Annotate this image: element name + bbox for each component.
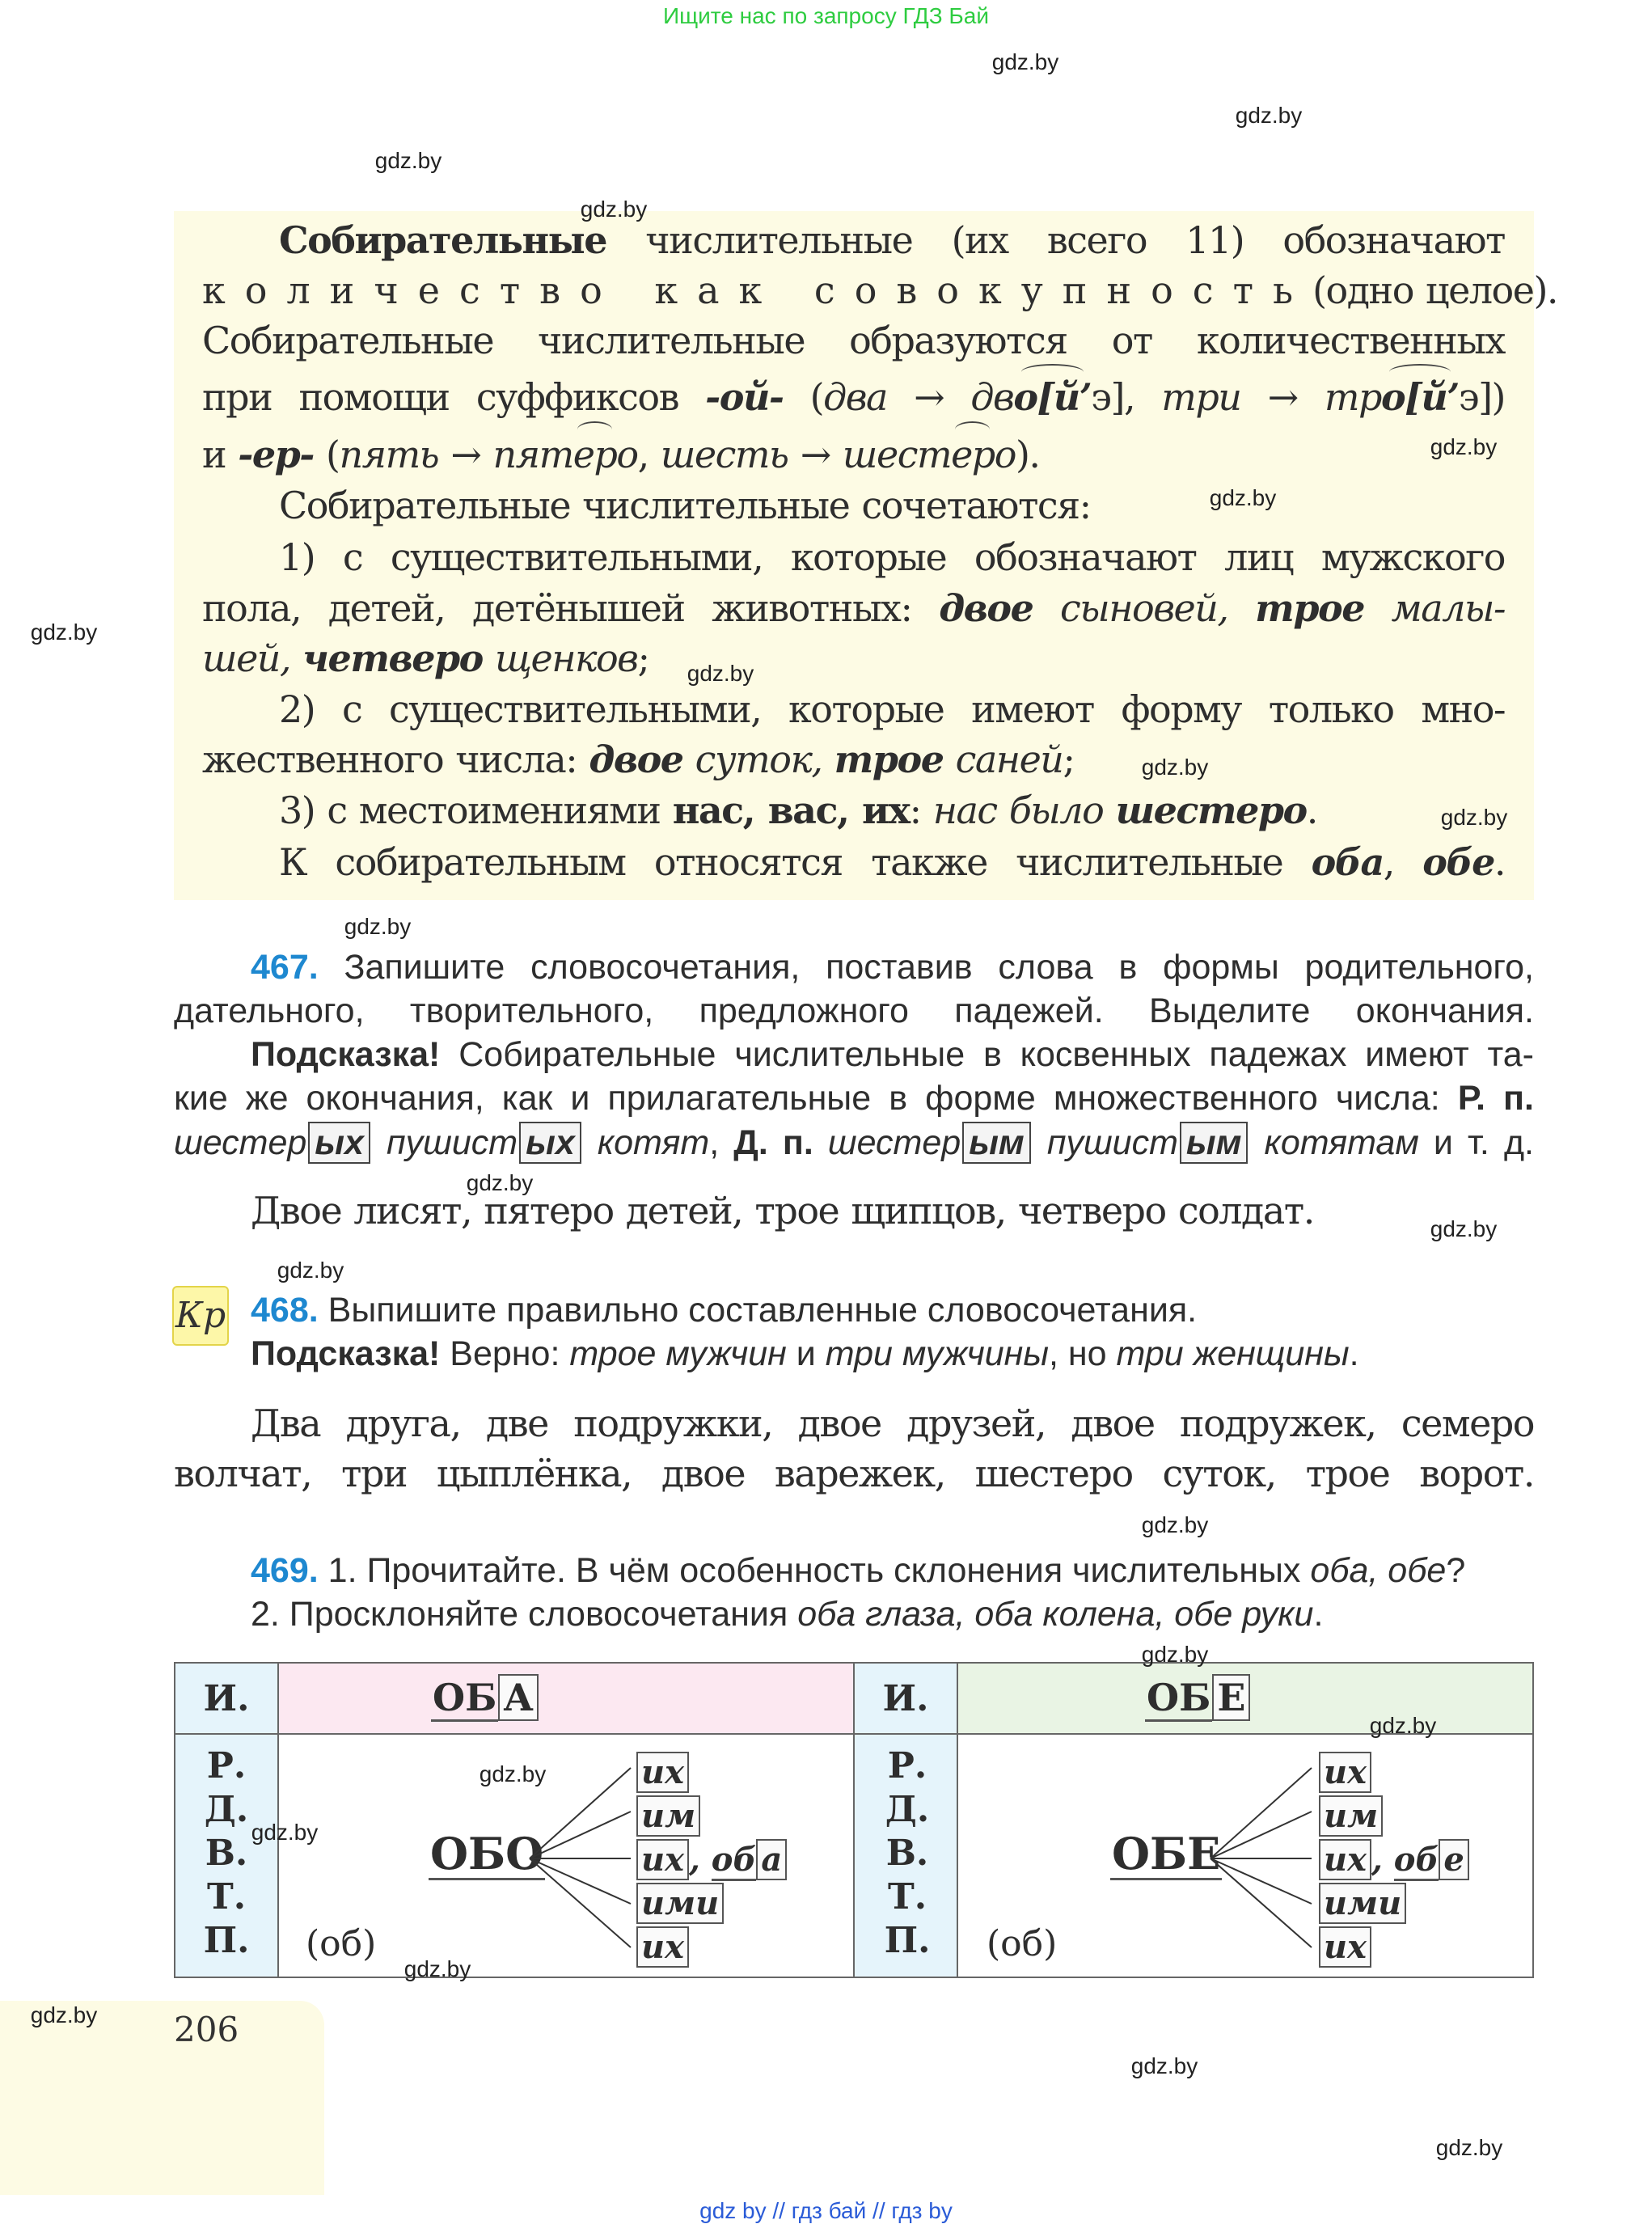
watermark: gdz.by — [479, 1761, 547, 1786]
text-segment: пушист — [1046, 1123, 1178, 1162]
text-segment: Подсказка! — [251, 1035, 441, 1074]
text-segment: трое — [1255, 586, 1364, 630]
text-segment: . — [1349, 1334, 1359, 1373]
text-segment: , — [1383, 840, 1423, 884]
text-segment: Собирательные числительные сочетаются: — [279, 484, 1091, 527]
text-segment: Выпишите правильно составленные словосочетания. — [318, 1291, 1198, 1330]
text-segment: оба, обе — [1310, 1551, 1447, 1590]
text-segment: четверо — [302, 636, 483, 680]
ending-box: их — [1319, 1752, 1371, 1793]
text-segment: ? — [1446, 1551, 1466, 1590]
text-segment: -ер- — [238, 433, 314, 476]
text-segment: , но — [1048, 1334, 1117, 1373]
alt-stem: об — [712, 1841, 757, 1881]
text-segment: шест — [842, 433, 952, 476]
search-ad-banner[interactable]: Ищите нас по запросу ГДЗ Бай — [662, 3, 990, 28]
text-segment: трое — [834, 738, 944, 781]
watermark: gdz.by — [277, 1258, 344, 1283]
text-segment: тр — [1324, 375, 1381, 419]
text-segment: , — [637, 433, 661, 476]
text-segment: ; — [1063, 738, 1075, 781]
ending-box: ым — [1180, 1122, 1249, 1164]
text-segment: и — [202, 433, 239, 476]
text-segment: , — [709, 1123, 734, 1162]
case-label: Д. — [204, 1789, 249, 1830]
text-segment: . — [1313, 1595, 1324, 1634]
text-segment: 3) с местоимениями — [279, 789, 673, 832]
text-segment: ). — [1015, 433, 1040, 476]
text-segment: малы- — [1363, 586, 1506, 630]
ending-box: их — [1319, 1839, 1371, 1880]
stem: ОБ — [1145, 1676, 1212, 1722]
case-label: В. — [885, 1833, 929, 1874]
text-segment: Подсказка! — [251, 1334, 441, 1373]
case-label: Т. — [206, 1876, 247, 1917]
text-segment: нас было — [932, 789, 1116, 832]
watermark: gdz.by — [1369, 1713, 1437, 1738]
branch-line-left — [530, 1768, 631, 1947]
case-label: Р. — [887, 1745, 927, 1786]
ending-box: их — [1319, 1926, 1371, 1968]
watermark: gdz.by — [580, 197, 648, 222]
ending: А — [498, 1674, 538, 1721]
watermark: gdz.by — [1430, 1216, 1498, 1241]
text-segment: Двое лисят, пятеро детей, трое щипцов, четверо солдат. — [251, 1189, 1314, 1233]
text-segment: волчат, три цыплёнка, двое варежек, шестеро суток, трое ворот. — [174, 1452, 1534, 1495]
text-segment: → — [438, 433, 493, 476]
text-segment: . — [1306, 789, 1317, 832]
watermark: gdz.by — [1235, 103, 1303, 128]
text-segment: шей, — [202, 636, 303, 680]
text-segment: оба глаза, оба колена, обе руки — [797, 1595, 1314, 1634]
text-segment: кие же окончания, как и прилагательные в форме множественного числа: — [174, 1079, 1458, 1118]
text-segment: три женщины — [1116, 1334, 1350, 1373]
text-segment: двое — [589, 738, 683, 781]
text-segment: двое — [939, 586, 1033, 630]
ending-box: ых — [308, 1122, 370, 1164]
branch-line-right — [1210, 1768, 1312, 1947]
ending-box: а — [756, 1839, 787, 1880]
text-segment: о[й’ — [1380, 375, 1459, 419]
watermark: gdz.by — [30, 619, 98, 645]
text-segment: (одно целое). — [1312, 268, 1558, 312]
text-segment: шестеро — [1115, 789, 1307, 832]
text-segment: 2) с существительными, которые имеют форму только мно- — [279, 687, 1505, 731]
text-segment: два — [823, 375, 887, 419]
text-segment: трое мужчин — [569, 1334, 787, 1373]
text-segment: ( — [313, 433, 340, 476]
text-segment: сыновей, — [1033, 586, 1256, 630]
text-segment: → — [886, 375, 971, 419]
footer-links[interactable]: gdz by // гдз бай // гдз by — [699, 2198, 953, 2223]
text-segment: шесть — [660, 433, 788, 476]
endings-left: их им их , об а ими их — [636, 1751, 787, 1969]
text-segment: Д. п. — [733, 1123, 813, 1162]
text-segment: дательного, творительного, предложного падежей. Выделите окончания. — [174, 991, 1534, 1030]
ending-box: ими — [636, 1883, 724, 1924]
watermark: gdz.by — [687, 661, 754, 686]
ending-box: ым — [962, 1122, 1031, 1164]
ending-box: е — [1439, 1839, 1468, 1880]
watermark: gdz.by — [403, 1956, 471, 1981]
nominative-label: И. — [854, 1663, 957, 1734]
page-corner-decoration — [0, 2001, 324, 2195]
watermark: gdz.by — [374, 148, 442, 173]
text-segment: 1) с существительными, которые обозначают лиц мужского — [279, 535, 1505, 579]
text-segment: Запишите словосочетания, поставив слова в формы родительного, — [318, 948, 1534, 987]
watermark: gdz.by — [344, 914, 412, 939]
watermark: gdz.by — [1141, 1512, 1209, 1537]
text-segment: . — [1494, 840, 1505, 884]
text-segment: ; — [637, 636, 649, 680]
oblique-stem-obe: ОБЕ — [1112, 1828, 1221, 1879]
case-label: Р. — [206, 1745, 247, 1786]
prepositional-stem-right: (об) — [987, 1923, 1058, 1964]
watermark: gdz.by — [251, 1820, 319, 1845]
oblique-stem-obo: ОБО — [430, 1828, 544, 1879]
text-segment: о — [994, 433, 1016, 476]
watermark: gdz.by — [1430, 434, 1498, 459]
watermark: gdz.by — [1141, 755, 1209, 780]
ending-box: им — [1319, 1795, 1383, 1837]
text-segment: пола, детей, детёнышей животных: — [202, 586, 940, 630]
text-segment: о — [616, 433, 638, 476]
text-segment: Собирательные — [279, 218, 607, 262]
ending-box: ых — [519, 1122, 581, 1164]
ending-box: их — [636, 1926, 689, 1968]
text-segment: э]) — [1458, 375, 1505, 419]
text-segment: 1. Прочитайте. В чём особенность склонения числительных — [318, 1551, 1311, 1590]
text-segment: три мужчины — [825, 1334, 1049, 1373]
watermark: gdz.by — [1435, 2135, 1503, 2160]
text-segment: э], — [1091, 375, 1162, 419]
ending-box: им — [636, 1795, 700, 1837]
endings-right: их им их , об е ими их — [1319, 1751, 1469, 1969]
text-segment: Собирательные числительные в косвенных падежах имеют та- — [440, 1035, 1534, 1074]
text-segment: ер — [951, 433, 995, 476]
watermark: gdz.by — [1209, 485, 1277, 510]
exercise-number: 468. — [251, 1291, 319, 1330]
text-segment: Р. п. — [1457, 1079, 1534, 1118]
exercise-number: 469. — [251, 1551, 319, 1590]
text-segment: 2. Просклоняйте словосочетания — [251, 1595, 798, 1634]
ending-box: ими — [1319, 1883, 1406, 1924]
text-segment: пушист — [387, 1123, 518, 1162]
watermark: gdz.by — [1130, 2053, 1198, 2078]
text-segment: количество как совокупность — [202, 268, 1313, 312]
text-segment: пять — [339, 433, 439, 476]
prepositional-stem-left: (об) — [306, 1923, 377, 1964]
alt-stem: об — [1394, 1841, 1439, 1881]
ending-box: их — [636, 1752, 689, 1793]
ending-box: их — [636, 1839, 689, 1880]
text-segment: числительные (их всего 11) обозначают — [606, 218, 1505, 262]
text-segment: дв — [970, 375, 1014, 419]
text-segment: → — [788, 433, 843, 476]
nominative-label: И. — [175, 1663, 278, 1734]
watermark: gdz.by — [991, 49, 1059, 74]
text-segment: Собирательные числительные образуются от количественных — [202, 319, 1505, 362]
ending: Е — [1212, 1674, 1250, 1721]
text-segment: при помощи суффиксов — [202, 375, 706, 419]
text-segment: три — [1161, 375, 1241, 419]
text-segment: котятам — [1264, 1123, 1419, 1162]
control-work-badge: Кр — [172, 1286, 229, 1346]
stem: ОБ — [431, 1676, 498, 1722]
text-segment: оба — [1311, 840, 1384, 884]
watermark: gdz.by — [1440, 805, 1508, 830]
case-label: Д. — [885, 1789, 930, 1830]
text-segment: Верно: — [440, 1334, 570, 1373]
exercise-number: 467. — [251, 948, 319, 987]
text-segment: К собирательным относятся также числительные — [279, 840, 1312, 884]
text-segment: нас, вас, их — [672, 789, 910, 832]
case-label: П. — [884, 1920, 931, 1961]
text-segment: пят — [492, 433, 573, 476]
text-segment: обе — [1422, 840, 1494, 884]
text-segment: -ой- — [705, 375, 784, 419]
text-segment: жественного числа: — [202, 738, 589, 781]
text-segment: ( — [783, 375, 824, 419]
text-segment: котят — [582, 1123, 710, 1162]
text-segment: щенков — [482, 636, 638, 680]
text-segment: суток, — [682, 738, 834, 781]
text-segment: и — [786, 1334, 826, 1373]
watermark: gdz.by — [30, 2002, 98, 2027]
case-label: В. — [205, 1833, 248, 1874]
case-label: Т. — [887, 1876, 927, 1917]
text-segment: шестер — [174, 1123, 307, 1162]
watermark: gdz.by — [466, 1170, 534, 1195]
text-segment: ер — [572, 433, 617, 476]
text-segment: : — [909, 789, 933, 832]
text-segment: саней — [943, 738, 1063, 781]
text-segment: шестер — [827, 1123, 961, 1162]
text-segment: и т. д. — [1418, 1123, 1535, 1162]
text-segment: о[й’ — [1013, 375, 1092, 419]
case-label: П. — [203, 1920, 250, 1961]
text-segment: Два друга, две подружки, двое друзей, двое подружек, семеро — [251, 1402, 1534, 1445]
watermark: gdz.by — [1141, 1642, 1209, 1667]
text-segment: → — [1240, 375, 1325, 419]
page-number: 206 — [174, 2010, 239, 2049]
